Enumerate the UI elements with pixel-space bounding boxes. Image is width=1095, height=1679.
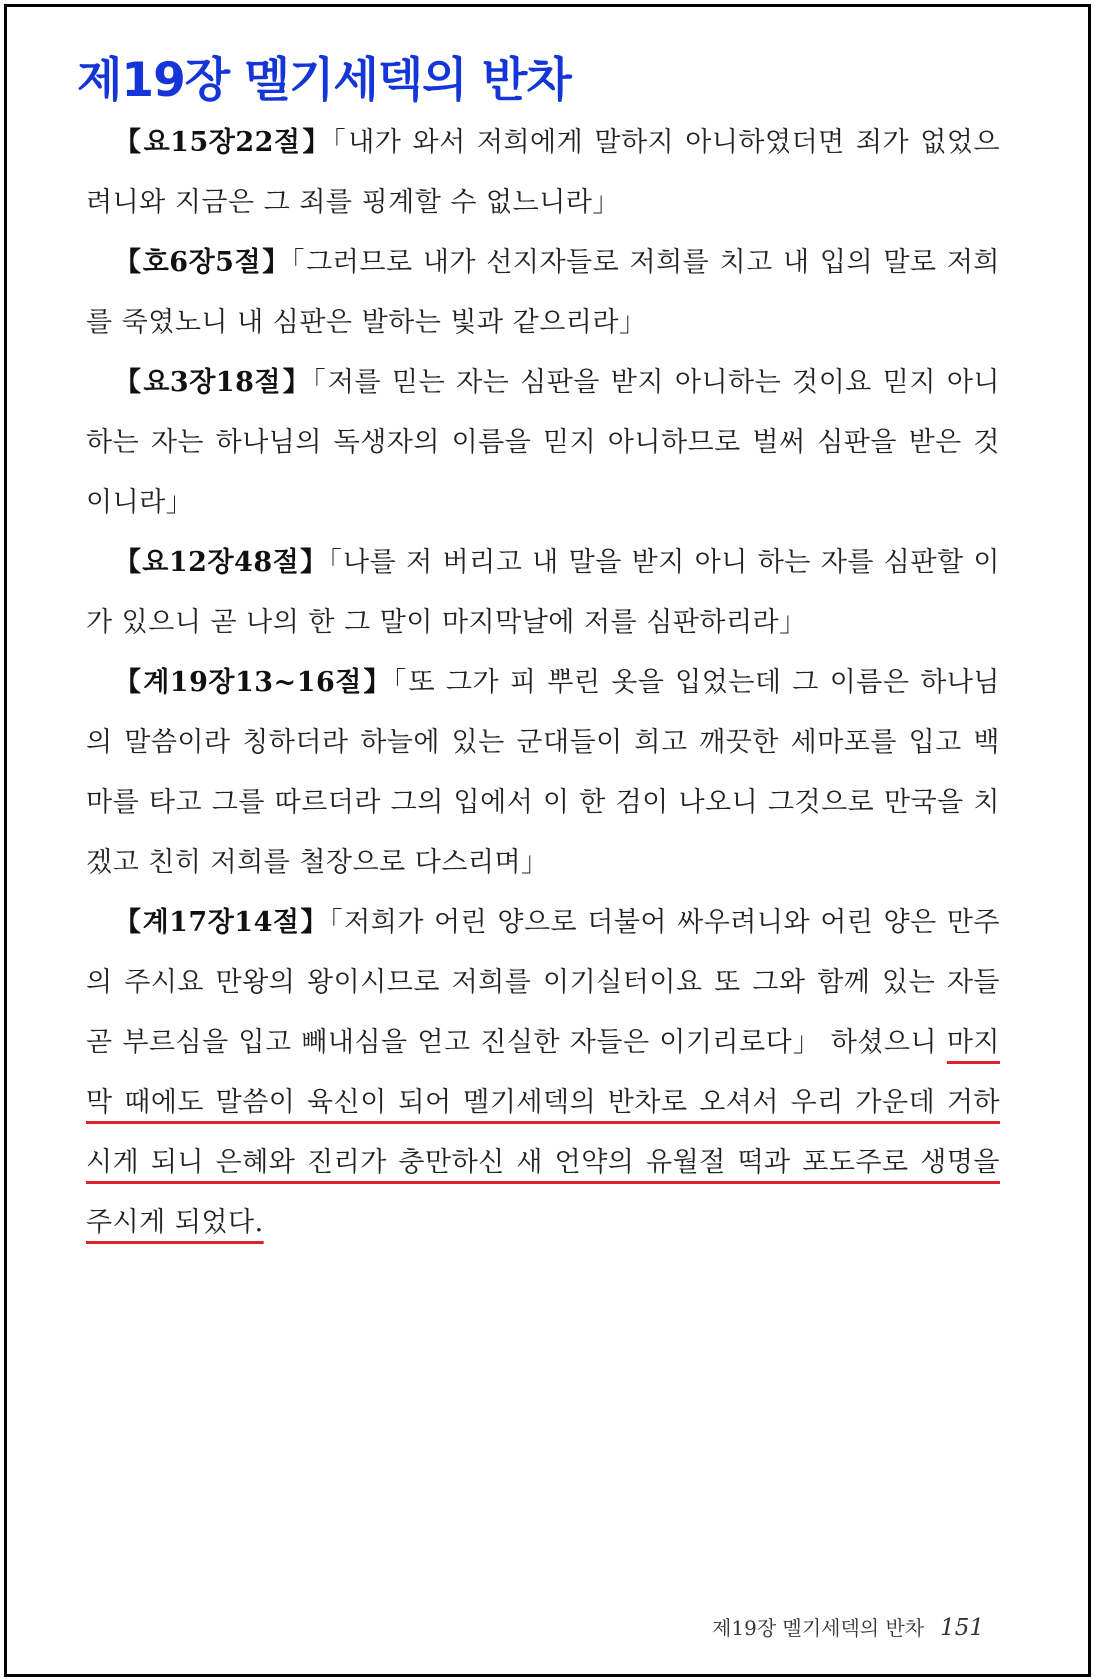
- verse-text: 「저를 믿는 자는 심판을 받지 아니하는 것이요 믿지 아니하는 자는 하나님의 독생자의 이름을 믿지 아니하므로 벌써 심판을 받은 것이니라」: [86, 367, 1000, 518]
- page-footer: [712, 1612, 984, 1641]
- book-page: [4, 4, 1091, 1677]
- verse-reference: 【요12장48절】: [114, 547, 329, 578]
- verse-reference: 【계17장14절】: [114, 907, 330, 938]
- verse-reference: 【호6장5절】: [114, 247, 291, 278]
- page-number: 151: [940, 1615, 984, 1641]
- verse-text: 「저희가 어린 양으로 더불어 싸우려니와 어린 양은 만주의 주시요 만왕의 왕이시므로 저희를 이기실터이요 또 그와 함께 있는 자들 곧 부르심을 입고 빼내심을 얻고 진실한 자들은 이기리로다」: [86, 907, 1000, 1058]
- verse-text: 「내가 와서 저희에게 말하지 아니하였더면 죄가 없었으려니와 지금은 그 죄를 핑계할 수 없느니라」: [86, 127, 1000, 218]
- verse-text: 「또 그가 피 뿌린 옷을 입었는데 그 이름은 하나님의 말씀이라 칭하더라 하늘에 있는 군대들이 희고 깨끗한 세마포를 입고 백마를 타고 그를 따르더라 그의 입에서 이 한 검이 나오니 그것으로 만국을 치겠고 친히 저희를 철장으로 다스리며」: [86, 667, 1000, 878]
- running-header-chapter: 제19장 멜기세덱의 반차: [712, 1616, 925, 1640]
- verse-john-15-22: [86, 113, 1000, 233]
- verse-continuation: 하셨으니: [821, 1027, 947, 1058]
- verse-rev-19-13-16: [86, 653, 1000, 893]
- verse-john-12-48: [86, 533, 1000, 653]
- verse-reference: 【요3장18절】: [114, 367, 313, 398]
- chapter-body: [86, 113, 1000, 1253]
- verse-hosea-6-5: [86, 233, 1000, 353]
- verse-text: 「그러므로 내가 선지자들로 저희를 치고 내 입의 말로 저희를 죽였노니 내 심판은 발하는 빛과 같으리라」: [86, 247, 1000, 338]
- verse-john-3-18: [86, 353, 1000, 533]
- verse-reference: 【요15장22절】: [114, 127, 333, 158]
- verse-text: 「나를 저 버리고 내 말을 받지 아니 하는 자를 심판할 이가 있으니 곧 나의 한 그 말이 마지막날에 저를 심판하리라」: [86, 547, 1000, 638]
- chapter-title: 제19장 멜기세덱의 반차: [77, 53, 571, 108]
- verse-rev-17-14: [86, 893, 1000, 1253]
- verse-reference: 【계19장13~16절】: [114, 667, 393, 698]
- underlined-statement: 마지막 때에도 말씀이 육신이 되어 멜기세덱의 반차로 오셔서 우리 가운데 거하시게 되니 은혜와 진리가 충만하신 새 언약의 유월절 떡과 포도주로 생명을 주시게 되었다.: [86, 1027, 1001, 1238]
